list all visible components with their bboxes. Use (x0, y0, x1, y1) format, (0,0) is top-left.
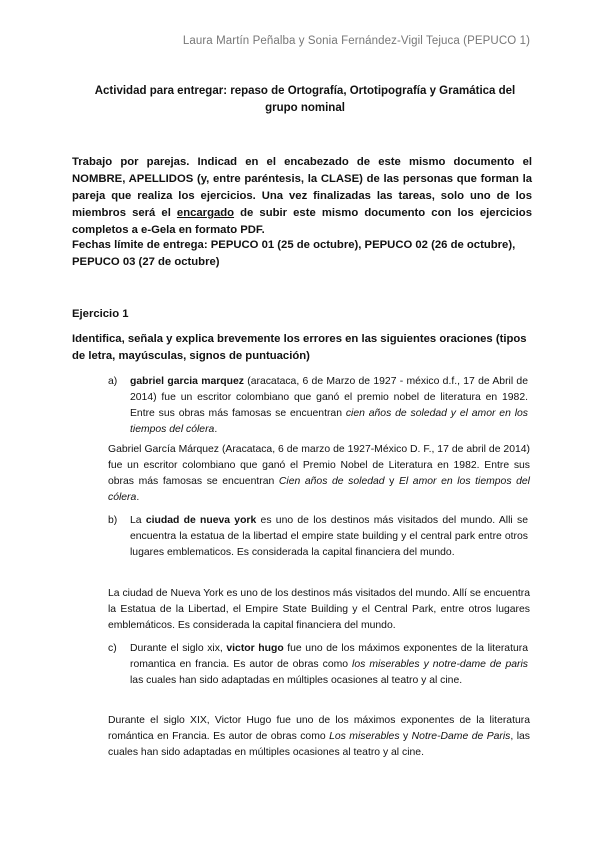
item-pre-text: Durante el siglo xix, (130, 643, 227, 654)
item-label: a) (108, 376, 118, 387)
answer-a (108, 442, 530, 506)
answer-text-c: . (136, 492, 140, 503)
instructions-text-1: Trabajo por parejas. Indicad en el encabezado de este mismo documento el NOMBRE, APELLIDOS (y, entre paréntesis, la CLASE) de las personas que forman la pareja que realiza los ejercicios. Una vez finalizadas las tareas, solo uno de los miembros será el (72, 156, 532, 219)
item-text-2: . (214, 424, 218, 435)
item-sentence (130, 513, 528, 561)
answer-b: La ciudad de Nueva York es uno de los destinos más visitados del mundo. Allí se encuentra la Estatua de la Libertad, el Empire State Building y el Central Park, entre otros lugares emblemáticos. Es considerada la capital financiera del mundo. (108, 588, 530, 631)
answer-italic-1: Cien años de soledad (278, 476, 385, 487)
page-header: Laura Martín Peñalba y Sonia Fernández-Vigil Tejuca (PEPUCO 1) (182, 35, 530, 47)
instructions-underlined: encargado (176, 207, 235, 219)
item-text-2: las cuales han sido adaptadas en múltiples ocasiones al teatro y al cine. (130, 675, 463, 686)
exercise-description: Identifica, señala y explica brevemente los errores en las siguientes oraciones (tipos de letra, mayúsculas, signos de puntuación) (72, 333, 527, 362)
item-bold-text: gabriel garcia marquez (130, 376, 244, 387)
deadlines-paragraph: Fechas límite de entrega: PEPUCO 01 (25 de octubre), PEPUCO 02 (26 de octubre), PEPUCO 03 (27 de octubre) (72, 239, 516, 268)
answer-text: Gabriel García Márquez (Aracataca, 6 de marzo de 1927-México D. F., 17 de abril de 2014) fue un escritor colombiano que ganó el Premio Nobel de Literatura en 1982. Entre sus obras más famosas se encuentran (108, 444, 530, 487)
answer-text: Durante el siglo XIX, Victor Hugo fue uno de los máximos exponentes de la literatura romántica en Francia. Es autor de obras como (108, 715, 530, 742)
item-bold-text: victor hugo (226, 643, 284, 654)
item-bold-text: ciudad de nueva york (145, 515, 257, 526)
exercise-item-b (108, 513, 528, 561)
answer-text-c: , las cuales han sido adaptadas en múltiples ocasiones al teatro y al cine. (108, 731, 530, 758)
answer-italic-2: El amor en los tiempos del cólera (108, 476, 530, 503)
answer-c (108, 713, 530, 761)
answer-italic-2: Notre-Dame de Paris (411, 731, 511, 742)
answer-text-b: y (399, 731, 412, 742)
item-text-1: (aracataca, 6 de Marzo de 1927 - méxico d.f., 17 de Abril de 2014) fue un escritor colombiano que ganó el premio nobel de literatura en 1982. Entre sus obras más famosas se encuentran (130, 376, 528, 419)
item-text-1: es uno de los destinos más visitados del mundo. Alli se encuentra la estatua de la libertad el empire state building y el central park entre otros lugares emblematicos. Es considerada la capital financiera del mundo. (130, 515, 528, 558)
item-label: c) (108, 643, 117, 654)
item-sentence (130, 641, 528, 689)
item-pre-text: La (130, 515, 146, 526)
item-label: b) (108, 515, 118, 526)
item-sentence (130, 374, 528, 438)
item-italic-text: los miserables y notre-dame de paris (352, 659, 528, 670)
answer-text-b: y (384, 476, 399, 487)
exercise-item-a (108, 374, 528, 438)
exercise-title: Ejercicio 1 (72, 308, 129, 320)
exercise-item-c (108, 641, 528, 689)
answer-italic-1: Los miserables (329, 731, 400, 742)
item-italic-text: cien años de soledad y el amor en los tiempos del cólera (130, 408, 528, 435)
instructions-text-2: de subir este mismo documento con los ejercicios completos a e-Gela en formato PDF. (72, 207, 532, 236)
document-title: Actividad para entregar: repaso de Ortografía, Ortotipografía y Gramática del grupo nominal (94, 85, 516, 114)
instructions-paragraph (72, 154, 532, 239)
item-text-1: fue uno de los máximos exponentes de la literatura romantica en francia. Es autor de obras como (130, 643, 528, 670)
